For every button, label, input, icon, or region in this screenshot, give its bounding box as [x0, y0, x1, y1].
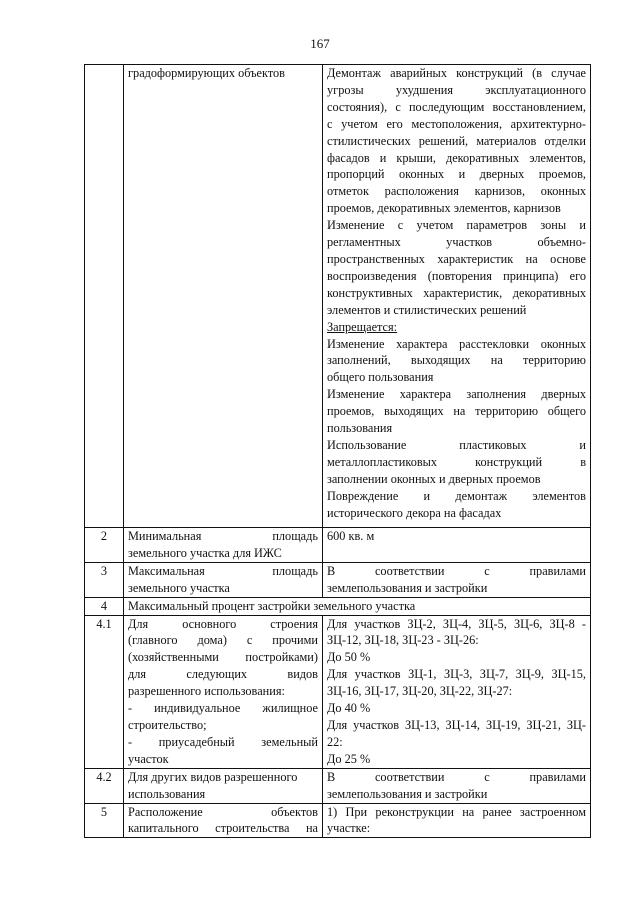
parameter-name-cell: [124, 803, 323, 838]
parameter-value-cell: [323, 803, 591, 838]
parameter-name-line: (главного дома) с прочими: [128, 633, 318, 648]
parameter-name-line: Для других видов разрешенного: [128, 769, 298, 784]
prohibited-label: Запрещается:: [327, 319, 398, 334]
row-number-cell: 5: [85, 803, 124, 838]
value-line: землепользования и застройки: [327, 786, 488, 801]
value-line: заполнении оконных и дверных проемов: [327, 471, 541, 486]
value-line: стилистических решений, материалов отделки: [327, 133, 586, 148]
value-line: 600 кв. м: [327, 529, 375, 543]
value-line: ЗЦ-16, ЗЦ-17, ЗЦ-20, ЗЦ-22, ЗЦ-27:: [327, 684, 513, 699]
value-line: До 25 %: [327, 751, 371, 766]
value-line: Изменение характера расстекловки оконных: [327, 336, 586, 351]
value-line: общего пользования: [327, 370, 434, 385]
table-row: [85, 528, 591, 563]
regulations-table: [84, 64, 591, 838]
table-row: [85, 65, 591, 528]
parameter-name-line: Расположение объектов: [128, 804, 318, 819]
value-line: с учетом его местоположения, архитектурно-: [327, 116, 586, 131]
row-number-cell: 2: [85, 528, 124, 563]
row-number-cell: 4.2: [85, 768, 124, 803]
row-number-cell: [85, 65, 124, 528]
parameter-value-cell: [323, 768, 591, 803]
value-line: Демонтаж аварийных конструкций (в случае: [327, 66, 586, 80]
value-line: 1) При реконструкции на ранее застроенном: [327, 804, 586, 819]
value-line: проемов, декоративных элементов, карнизов: [327, 201, 561, 216]
value-line: Для участков ЗЦ-13, ЗЦ-14, ЗЦ-19, ЗЦ-21, ЗЦ-: [327, 717, 586, 732]
parameter-name-line: участок: [128, 751, 169, 766]
value-line: пользования: [327, 421, 393, 436]
parameter-name-line: Для основного строения: [128, 616, 318, 631]
table-row: [85, 803, 591, 838]
parameter-name-line: разрешенного использования:: [128, 684, 285, 699]
row-number-cell: 3: [85, 562, 124, 597]
parameter-name-line: Максимальная площадь: [128, 563, 318, 578]
table-row: [85, 768, 591, 803]
section-title-cell: Максимальный процент застройки земельного участка: [124, 597, 591, 615]
parameter-value-cell: [323, 528, 591, 563]
value-line: Повреждение и демонтаж элементов: [327, 488, 586, 503]
parameter-name-cell: [124, 615, 323, 768]
value-line: угрозы ухудшения эксплуатационного: [327, 82, 586, 97]
value-line: исторического декора на фасадах: [327, 505, 502, 520]
value-line: участке:: [327, 821, 371, 836]
value-line: фасадов и крыши, декоративных элементов,: [327, 150, 586, 165]
value-line: Для участков ЗЦ-2, ЗЦ-4, ЗЦ-5, ЗЦ-6, ЗЦ-8 -: [327, 616, 586, 631]
value-line: Использование пластиковых и: [327, 437, 586, 452]
value-line: отметок расположения карнизов, оконных: [327, 184, 586, 199]
value-line: ЗЦ-12, ЗЦ-18, ЗЦ-23 - ЗЦ-26:: [327, 633, 479, 648]
parameter-name-line: градоформирующих объектов: [128, 66, 285, 80]
parameter-value-cell: [323, 615, 591, 768]
parameter-name-line: строительство;: [128, 717, 207, 732]
parameter-name-cell: [124, 768, 323, 803]
page-number: 167: [310, 36, 330, 51]
value-line: состояния), с последующим восстановлением,: [327, 99, 586, 114]
table-row: [85, 562, 591, 597]
value-line: воспроизведения (повторения принципа) его: [327, 268, 586, 283]
row-number-cell: 4: [85, 597, 124, 615]
value-line: заполнений, выходящих на территорию: [327, 353, 586, 368]
parameter-name-line: земельного участка для ИЖС: [128, 545, 282, 560]
value-line: В соответствии с правилами: [327, 769, 586, 784]
parameter-name-line: для следующих видов: [128, 667, 318, 682]
value-line: До 50 %: [327, 650, 371, 665]
parameter-name-line: капитального строительства на: [128, 821, 318, 836]
value-line: пропорций оконных и дверных проемов,: [327, 167, 586, 182]
value-line: Для участков ЗЦ-1, ЗЦ-3, ЗЦ-7, ЗЦ-9, ЗЦ-15,: [327, 667, 586, 682]
value-line: проемов, выходящих на территорию общего: [327, 404, 586, 419]
parameter-name-line: - приусадебный земельный: [128, 734, 318, 749]
row-number-cell: 4.1: [85, 615, 124, 768]
value-line: конструктивных характеристик, декоративных: [327, 285, 586, 300]
value-line: землепользования и застройки: [327, 580, 488, 595]
value-line: металлопластиковых конструкций в: [327, 454, 586, 469]
parameter-name-cell: [124, 65, 323, 528]
parameter-name-line: использования: [128, 786, 206, 801]
table-row: [85, 597, 591, 615]
value-line: 22:: [327, 734, 343, 749]
value-line: Изменение с учетом параметров зоны и: [327, 218, 586, 233]
value-line: До 40 %: [327, 701, 371, 716]
parameter-name-cell: [124, 562, 323, 597]
parameter-name-cell: [124, 528, 323, 563]
value-line: элементов и стилистических решений: [327, 302, 527, 317]
parameter-name-line: - индивидуальное жилищное: [128, 701, 318, 716]
parameter-name-line: земельного участка: [128, 580, 230, 595]
value-line: Изменение характера заполнения дверных: [327, 387, 586, 402]
parameter-name-line: Минимальная площадь: [128, 529, 318, 543]
parameter-value-cell: [323, 65, 591, 528]
parameter-name-line: (хозяйственными постройками): [128, 650, 318, 665]
value-line: регламентных участков объемно-: [327, 235, 586, 250]
table-row: [85, 615, 591, 768]
value-line: В соответствии с правилами: [327, 563, 586, 578]
parameter-value-cell: [323, 562, 591, 597]
value-line: пространственных характеристик на основе: [327, 251, 586, 266]
